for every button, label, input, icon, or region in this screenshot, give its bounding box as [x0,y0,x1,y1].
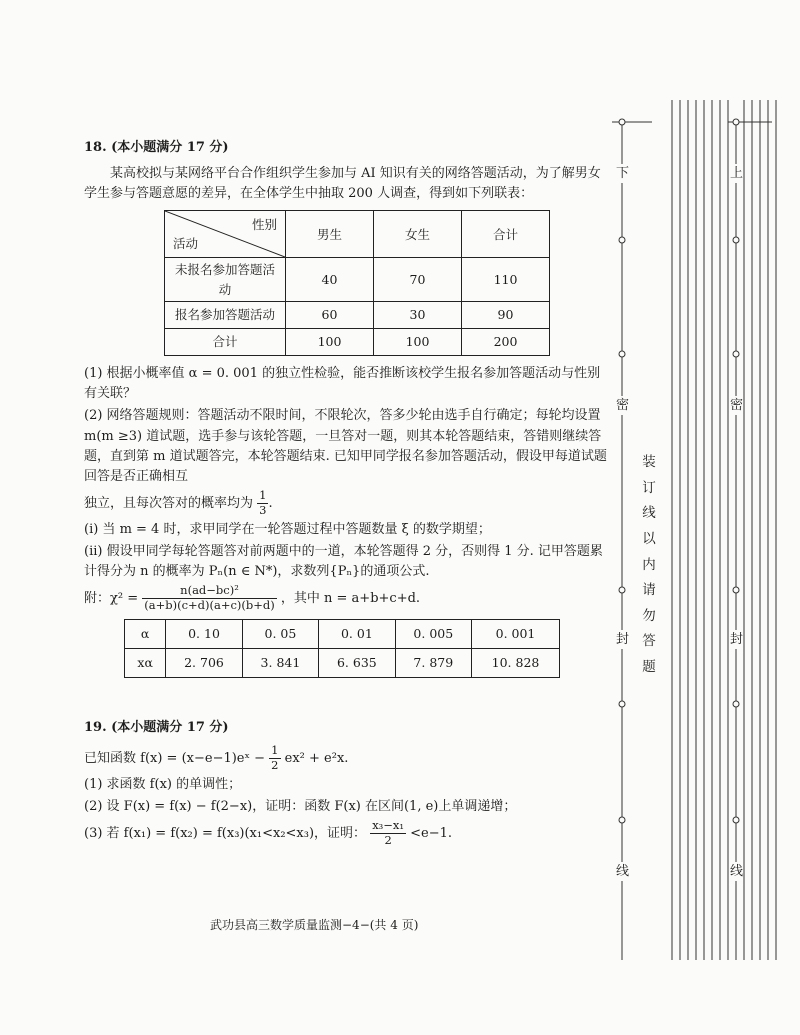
binding-label-top: 上 [730,166,744,181]
table-cell: 70 [374,258,462,302]
table-cell: 40 [286,258,374,302]
table-cell: 200 [462,329,550,356]
question-18-part-2: (2) 网络答题规则：答题活动不限时间，不限轮次，答多少轮由选手自行确定；每轮均设置 m(m ≥3) 道试题，选手参与该轮答题，一旦答对一题，则其本轮答题结束，答错则继续答题，直到第 m 道试题答完，本轮答题结束. 已知甲同学报名参加答题活动，假设甲每道试题回答是否正确相互 [84,408,607,484]
table-row [165,258,550,302]
table-cell: 100 [286,329,374,356]
question-18-part-2-ii: (ii) 假设甲同学每轮答题答对前两题中的一道，本轮答题得 2 分，否则得 1 分. 记甲答题累计得分为 n 的概率为 Pₙ(n ∈ N*)，求数列{Pₙ}的通项公式. [84,543,603,579]
row-label: 报名参加答题活动 [165,302,286,329]
formula-suffix: ，其中 n = a+b+c+d. [280,590,421,606]
corner-label-gender: 性别 [251,217,277,233]
critical-value-table [124,619,560,678]
part-3-fraction [370,819,406,848]
binding-margin [612,100,792,960]
table-cell: 7. 879 [395,648,471,677]
table-cell: 0. 01 [319,619,395,648]
question-18-intro: 某高校拟与某网络平台合作组织学生参加与 AI 知识有关的网络答题活动，为了解男女学生参与答题意愿的差异，在全体学生中抽取 200 人调查，得到如下列联表： [84,166,601,202]
question-18-heading: 18. (本小题满分 17 分) [84,140,229,155]
chi-square-formula [84,584,610,613]
diagonal-header-cell [165,211,286,258]
fraction-denominator: 3 [259,502,267,517]
question-18-part-2-i: (i) 当 m = 4 时，求甲同学在一轮答题过程中答题数量 ξ 的数学期望； [84,521,491,537]
table-row [165,302,550,329]
row-label: α [125,619,166,648]
function-definition: 已知函数 f(x) = (x−e−1)eˣ − [84,750,266,766]
table-cell: 30 [374,302,462,329]
fraction-denominator: 2 [271,757,279,772]
chi-square-fraction [142,584,276,613]
column-header: 男生 [286,211,374,258]
table-cell: 60 [286,302,374,329]
corner-label-activity: 活动 [173,236,199,252]
question-19 [84,718,610,850]
part-3-text: (3) 若 f(x₁) = f(x₂) = f(x₃)(x₁<x₂<x₃)，证明： [84,825,367,841]
table-cell: 0. 10 [166,619,242,648]
question-19-part-3 [84,819,610,848]
table-cell: 0. 001 [472,619,560,648]
fraction-one-half [269,744,280,773]
binding-notice: 装订线以内请勿答题 [640,450,658,681]
table-row [125,619,560,648]
binding-label-close-left: 封 [616,632,630,647]
table-row [165,211,550,258]
table-cell: 3. 841 [242,648,318,677]
fraction-numerator: 1 [259,488,267,503]
binding-label-seal-right: 密 [730,398,744,413]
table-cell: 0. 005 [395,619,471,648]
fraction-numerator: x₃−x₁ [372,818,405,833]
question-18-part-1: (1) 根据小概率值 α = 0. 001 的独立性检验，能否推断该校学生报名参加答题活动与性别有关联？ [84,366,601,402]
table-row [165,329,550,356]
question-19-given [84,744,610,773]
binding-label-close-right: 封 [730,632,744,647]
question-18-part-2-probability: 独立，且每次答对的概率均为 $\frac{1}{3}$ . [84,488,273,517]
table-cell: 10. 828 [472,648,560,677]
function-definition-tail: ex² + e²x. [284,750,349,766]
binding-label-bottom: 下 [616,166,630,181]
column-header: 合计 [462,211,550,258]
row-label: 未报名参加答题活动 [165,258,286,302]
table-cell: 0. 05 [242,619,318,648]
binding-lines [612,100,792,960]
table-cell: 110 [462,258,550,302]
binding-label-line-left: 线 [616,864,630,879]
fraction-numerator: 1 [271,743,279,758]
table-cell: 100 [374,329,462,356]
row-label: 合计 [165,329,286,356]
table-row [125,648,560,677]
question-19-heading: 19. (本小题满分 17 分) [84,720,229,735]
fraction-denominator: 2 [384,832,392,847]
part-3-inequality: <e−1. [410,825,453,841]
fraction-one-third [257,489,268,518]
binding-label-seal-left: 密 [616,398,630,413]
probability-text: 独立，且每次答对的概率均为 [84,495,254,511]
fraction-numerator: n(ad−bc)² [142,584,276,599]
row-label: xα [125,648,166,677]
contingency-table [164,210,550,356]
table-cell: 6. 635 [319,648,395,677]
binding-label-line-right: 线 [730,864,744,879]
table-cell: 2. 706 [166,648,242,677]
column-header: 女生 [374,211,462,258]
question-19-part-2: (2) 设 F(x) = f(x) − f(2−x)，证明：函数 F(x) 在区间(1, e)上单调递增； [84,798,517,814]
page-footer: 武功县高三数学质量监测−4−(共 4 页) [210,918,419,932]
question-18 [84,138,610,678]
fraction-denominator: (a+b)(c+d)(a+c)(b+d) [144,597,275,612]
formula-prefix: 附：χ² = [84,590,139,606]
question-19-part-1: (1) 求函数 f(x) 的单调性； [84,776,242,792]
table-cell: 90 [462,302,550,329]
